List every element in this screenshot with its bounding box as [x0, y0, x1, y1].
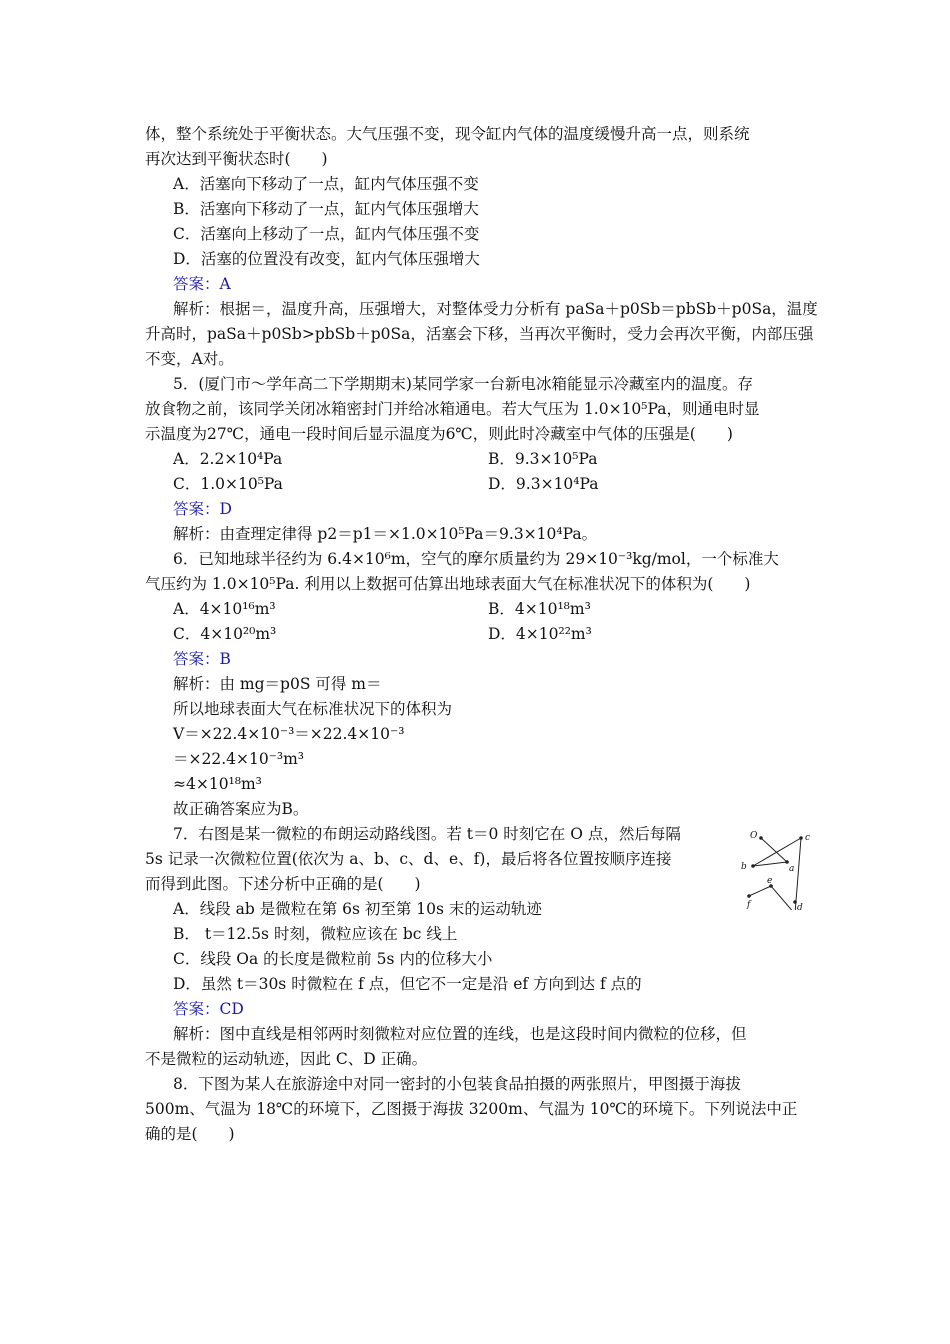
- option-d: D．虽然 t＝30s 时微粒在 f 点，但它不一定是沿 ef 方向到达 f 点的: [173, 975, 642, 993]
- option-b: B． t＝12.5s 时刻，微粒应该在 bc 线上: [173, 925, 458, 943]
- option-d: D．9.3×10⁴Pa: [488, 475, 599, 493]
- question-8: 8．下图为某人在旅游途中对同一密封的小包装食品拍摄的两张照片，甲图摄于海拔: [173, 1075, 741, 1093]
- label-d: d: [797, 903, 803, 910]
- text-line: 而得到此图。下述分析中正确的是( ): [145, 875, 421, 893]
- text-line: 放食物之前，该同学关闭冰箱密封门并给冰箱通电。若大气压为 1.0×10⁵Pa，则通电时显: [145, 400, 760, 418]
- explanation-line: 故正确答案应为B。: [173, 800, 309, 818]
- text-line: 确的是( ): [145, 1125, 235, 1143]
- text-line: 5s 记录一次微粒位置(依次为 a、b、c、d、e、f)，最后将各位置按顺序连接: [145, 850, 672, 868]
- brownian-path-figure: [735, 826, 815, 910]
- explanation-line: 解析：根据＝，温度升高，压强增大，对整体受力分析有 paSa＋p0Sb＝pbSb＋p0Sa，温度: [173, 300, 818, 318]
- question-7: 7．右图是某一微粒的布朗运动路线图。若 t＝0 时刻它在 O 点，然后每隔: [173, 825, 681, 843]
- path-segments: [749, 838, 801, 910]
- label-e: e: [767, 876, 773, 886]
- option-b: B．活塞向下移动了一点，缸内气体压强增大: [173, 200, 479, 218]
- question-5: 5．(厦门市～学年高二下学期期末)某同学家一台新电冰箱能显示冷藏室内的温度。存: [173, 375, 753, 393]
- option-a: A．4×10¹⁶m³: [173, 600, 276, 618]
- text-line: 体，整个系统处于平衡状态。大气压强不变，现令缸内气体的温度缓慢升高一点，则系统: [145, 125, 750, 143]
- explanation-line: 解析：图中直线是相邻两时刻微粒对应位置的连线，也是这段时间内微粒的位移，但: [173, 1025, 747, 1043]
- answer-label: 答案：B: [173, 650, 231, 668]
- explanation-line: 所以地球表面大气在标准状况下的体积为: [173, 700, 453, 718]
- point-o: [759, 836, 763, 840]
- option-b: B．9.3×10⁵Pa: [488, 450, 598, 468]
- option-b: B．4×10¹⁸m³: [488, 600, 591, 618]
- equation-line: ＝×22.4×10⁻³m³: [173, 750, 305, 768]
- label-b: b: [741, 862, 747, 872]
- point-c: [799, 836, 803, 840]
- text-line: 示温度为27℃，通电一段时间后显示温度为6℃，则此时冷藏室中气体的压强是( ): [145, 425, 733, 443]
- label-a: a: [789, 864, 795, 874]
- text-line: 再次达到平衡状态时( ): [145, 150, 328, 168]
- explanation-line: 解析：由 mg＝p0S 可得 m＝: [173, 675, 382, 693]
- equation-line: V＝×22.4×10⁻³＝×22.4×10⁻³: [173, 725, 405, 743]
- option-a: A．2.2×10⁴Pa: [173, 450, 283, 468]
- point-b: [751, 864, 755, 868]
- answer-label: 答案：D: [173, 500, 232, 518]
- option-c: C．活塞向上移动了一点，缸内气体压强不变: [173, 225, 480, 243]
- label-c: c: [805, 833, 811, 843]
- option-d: D．活塞的位置没有改变，缸内气体压强增大: [173, 250, 480, 268]
- answer-label: 答案：CD: [173, 1000, 244, 1018]
- question-6: 6．已知地球半径约为 6.4×10⁶m，空气的摩尔质量约为 29×10⁻³kg/mol，一个标准大: [173, 550, 779, 568]
- option-c: C．1.0×10⁵Pa: [173, 475, 283, 493]
- point-f: [747, 894, 751, 898]
- answer-label: 答案：A: [173, 275, 231, 293]
- explanation-line: 升高时，paSa＋p0Sb>pbSb＋p0Sa，活塞会下移，当再次平衡时，受力会再次平衡，内部压强: [145, 325, 814, 343]
- text-line: 气压约为 1.0×10⁵Pa. 利用以上数据可估算出地球表面大气在标准状况下的体积为( ): [145, 575, 751, 593]
- explanation-line: 不变，A对。: [145, 350, 234, 368]
- option-a: A．线段 ab 是微粒在第 6s 初至第 10s 末的运动轨迹: [173, 900, 542, 918]
- option-d: D．4×10²²m³: [488, 625, 592, 643]
- option-c: C．4×10²⁰m³: [173, 625, 277, 643]
- option-c: C．线段 Oa 的长度是微粒前 5s 内的位移大小: [173, 950, 493, 968]
- text-line: 500m、气温为 18℃的环境下，乙图摄于海拔 3200m、气温为 10℃的环境下。下列说法中正: [145, 1100, 798, 1118]
- label-f: f: [747, 900, 751, 910]
- explanation-line: 解析：由查理定律得 p2＝p1＝×1.0×10⁵Pa＝9.3×10⁴Pa。: [173, 525, 598, 543]
- label-o: O: [750, 831, 758, 841]
- explanation-line: 不是微粒的运动轨迹，因此 C、D 正确。: [145, 1050, 428, 1068]
- equation-line: ≈4×10¹⁸m³: [173, 775, 262, 793]
- option-a: A．活塞向下移动了一点，缸内气体压强不变: [173, 175, 479, 193]
